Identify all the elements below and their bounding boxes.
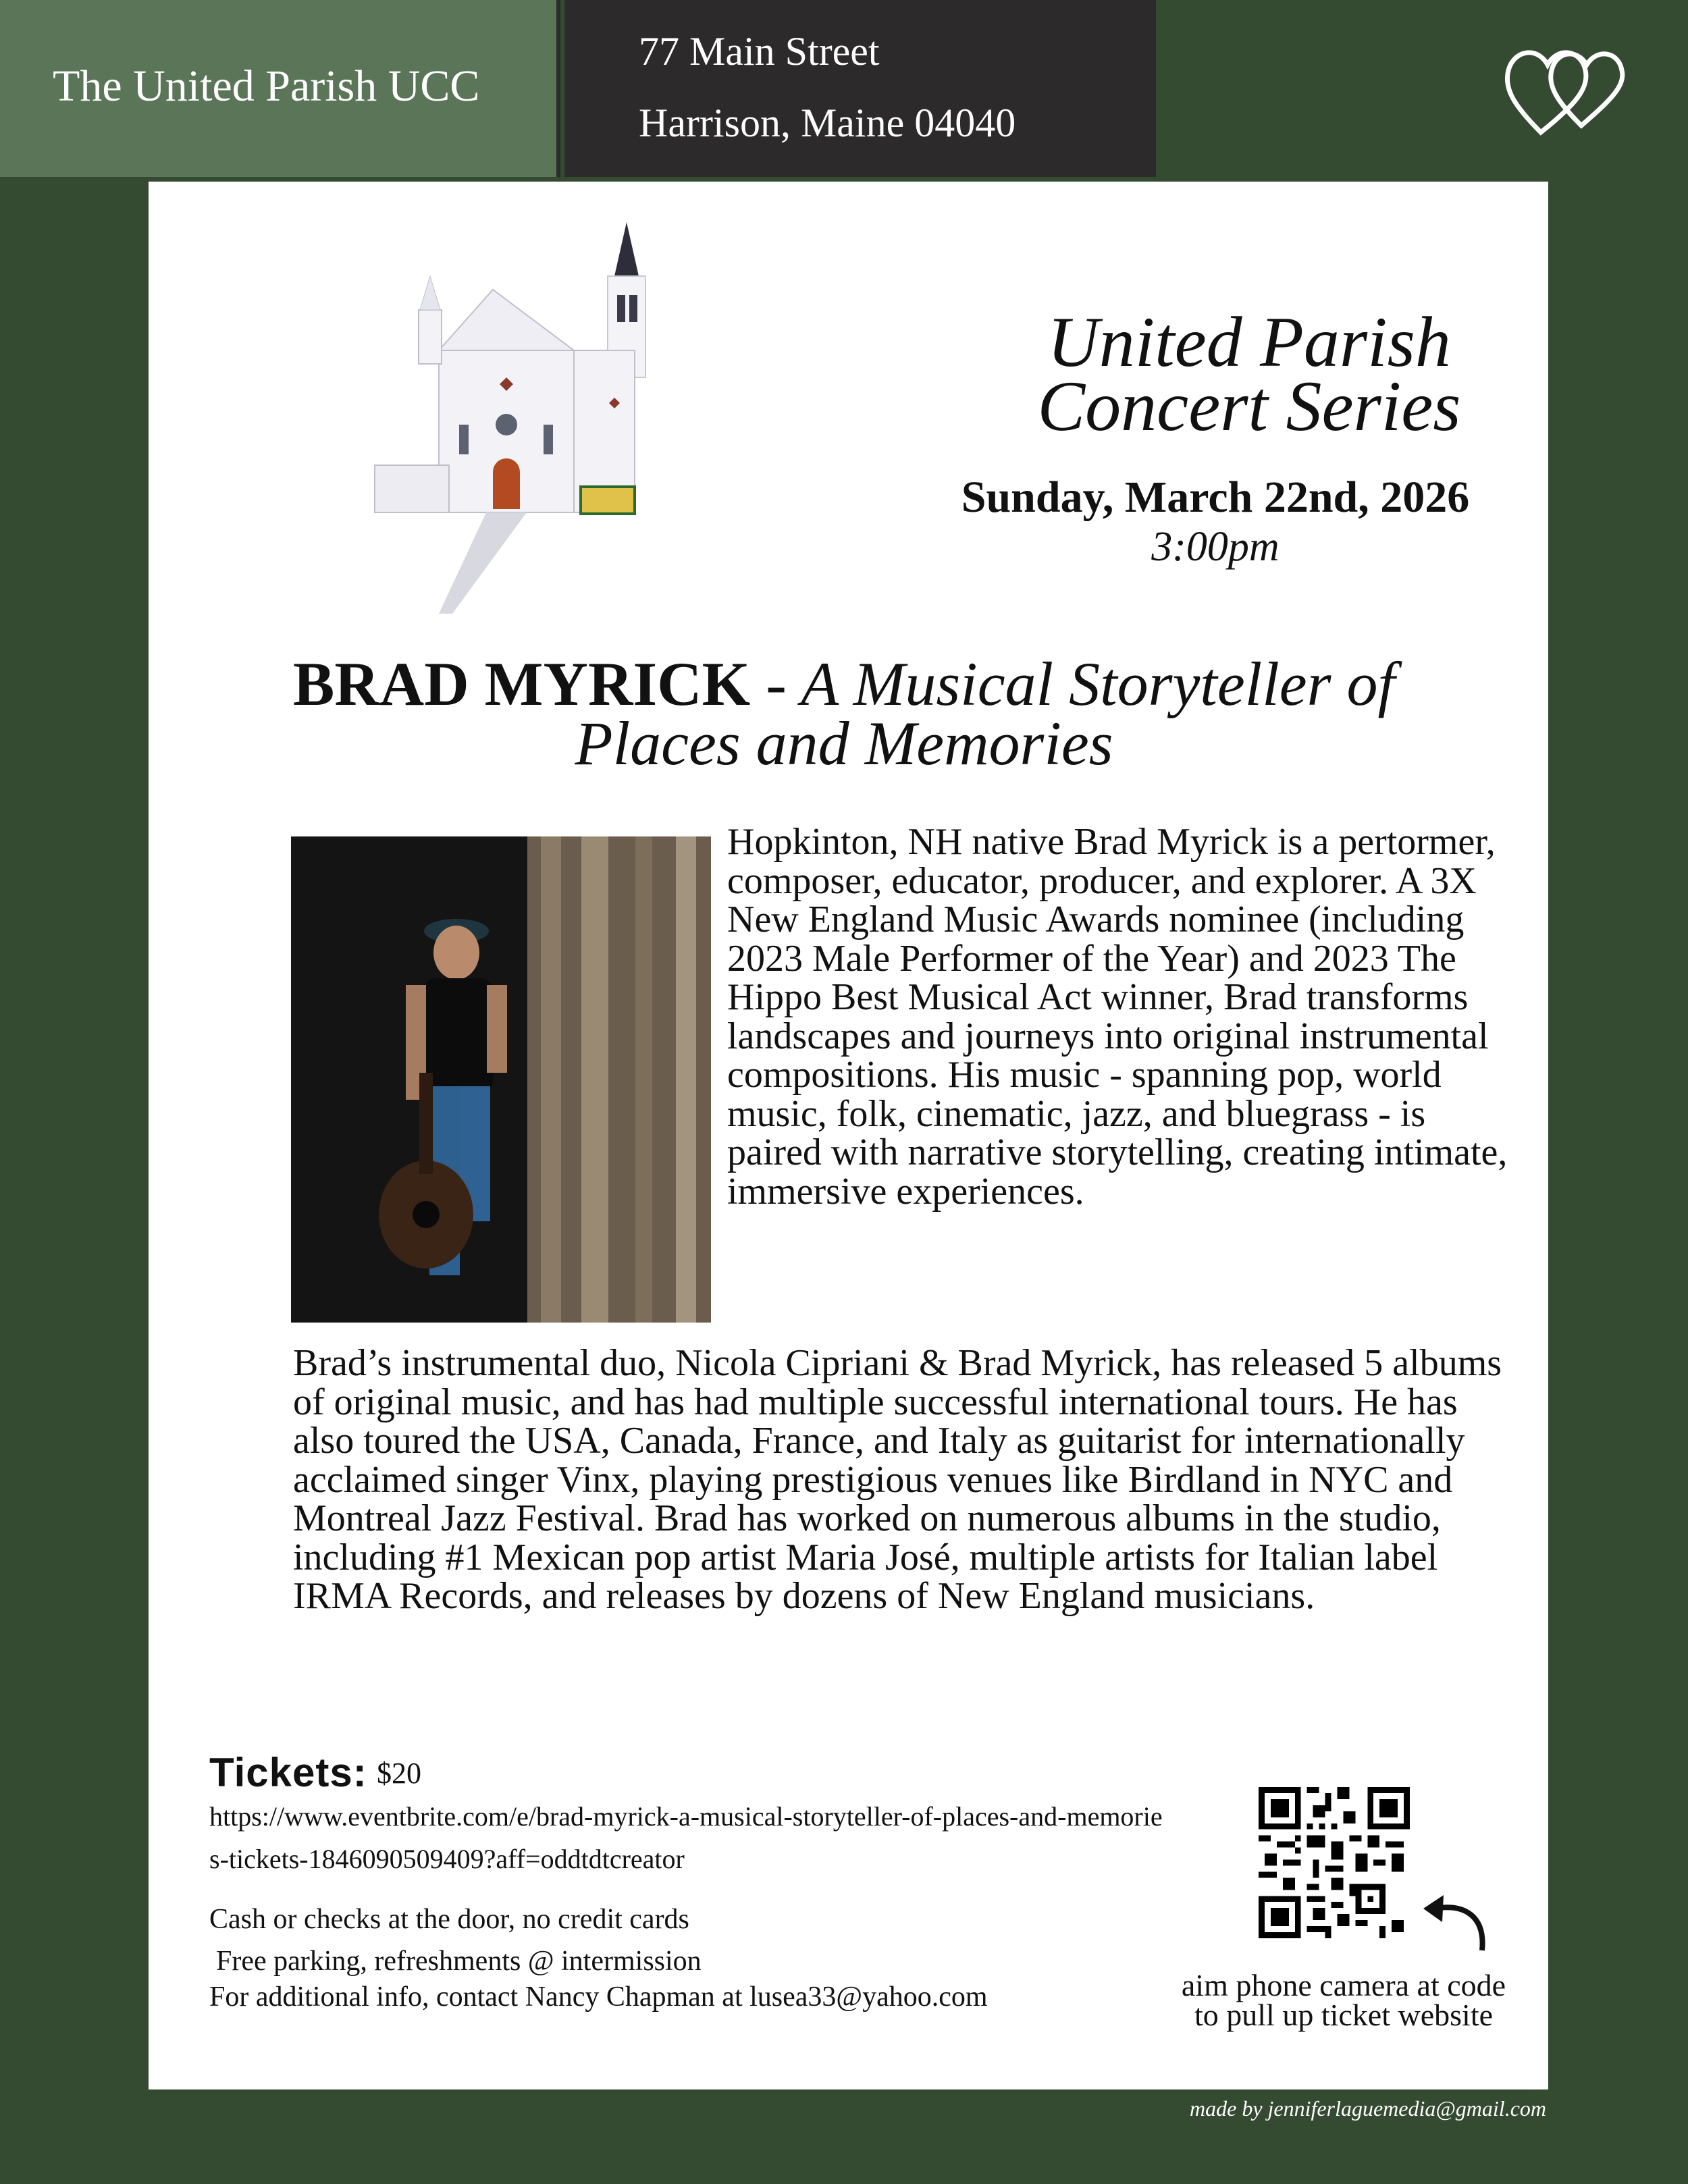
qr-caption bbox=[1121, 1968, 1566, 2032]
payment-note: Cash or checks at the door, no credit cards bbox=[209, 1904, 689, 1935]
tickets-label: Tickets: bbox=[209, 1750, 367, 1795]
event-time: 3:00pm bbox=[1151, 524, 1280, 570]
event-subtitle: - A Musical Storyteller of Places and Memories bbox=[575, 649, 1396, 778]
bio-paragraph-2: Brad’s instrumental duo, Nicola Cipriani & Brad Myrick, has released 5 albums of original music, and has had multiple successful international tours. He has also toured the USA, Canada, France, and Italy as guitarist for internationally acclaimed singer Vinx, playing prestigious venues like Birdland in NYC and Montreal Jazz Festival. Brad has worked on numerous albums in the studio, including #1 Mexican pop artist Maria José, multiple artists for Italian label IRMA Records, and releases by dozens of New England musicians. bbox=[293, 1342, 1502, 1617]
event-date: Sunday, March 22nd, 2026 bbox=[961, 473, 1470, 522]
poster-panel bbox=[149, 182, 1548, 2089]
series-line-2: Concert Series bbox=[1037, 367, 1461, 446]
address-street: 77 Main Street bbox=[639, 29, 880, 74]
designer-credit: made by jenniferlaguemedia@gmail.com bbox=[1190, 2096, 1546, 2121]
ticket-qr-code[interactable] bbox=[1259, 1787, 1410, 1938]
amenities-note: Free parking, refreshments @ intermission bbox=[216, 1946, 702, 1977]
concert-series-title bbox=[844, 302, 1654, 446]
series-line-1: United Parish bbox=[1047, 302, 1451, 381]
church-name-banner bbox=[0, 0, 560, 177]
address-banner bbox=[564, 0, 1156, 177]
contact-note: For additional info, contact Nancy Chapman at lusea33@yahoo.com bbox=[209, 1981, 988, 2013]
qr-caption-line-2: to pull up ticket website bbox=[1194, 1998, 1494, 2032]
ticket-url-link[interactable]: https://www.eventbrite.com/e/brad-myrick-a-musical-storyteller-of-places-and-memories-tickets-1846090509409?aff=oddtdtcreator bbox=[209, 1801, 1163, 1874]
event-title bbox=[230, 649, 1458, 778]
church-illustration bbox=[371, 222, 695, 627]
double-heart-icon bbox=[1500, 38, 1635, 139]
performer-name: BRAD MYRICK bbox=[292, 649, 751, 718]
curved-arrow-icon bbox=[1418, 1883, 1492, 1957]
bio-paragraph-1: Hopkinton, NH native Brad Myrick is a pertormer, composer, educator, producer, and explorer. A 3X New England Music Awards nominee (including 2023 Male Performer of the Year) and 2023 The Hippo Best Musical Act winner, Brad transforms landscapes and journeys into original instrumental compositions. His music - spanning pop, world music, folk, cinematic, jazz, and bluegrass - is paired with narrative storytelling, creating intimate, immersive experiences. bbox=[727, 821, 1508, 1213]
performer-photo bbox=[291, 836, 711, 1323]
qr-caption-line-1: aim phone camera at code bbox=[1181, 1968, 1506, 2002]
ticket-price: $20 bbox=[377, 1757, 421, 1790]
church-name: The United Parish UCC bbox=[53, 61, 480, 111]
address-city: Harrison, Maine 04040 bbox=[639, 101, 1016, 145]
